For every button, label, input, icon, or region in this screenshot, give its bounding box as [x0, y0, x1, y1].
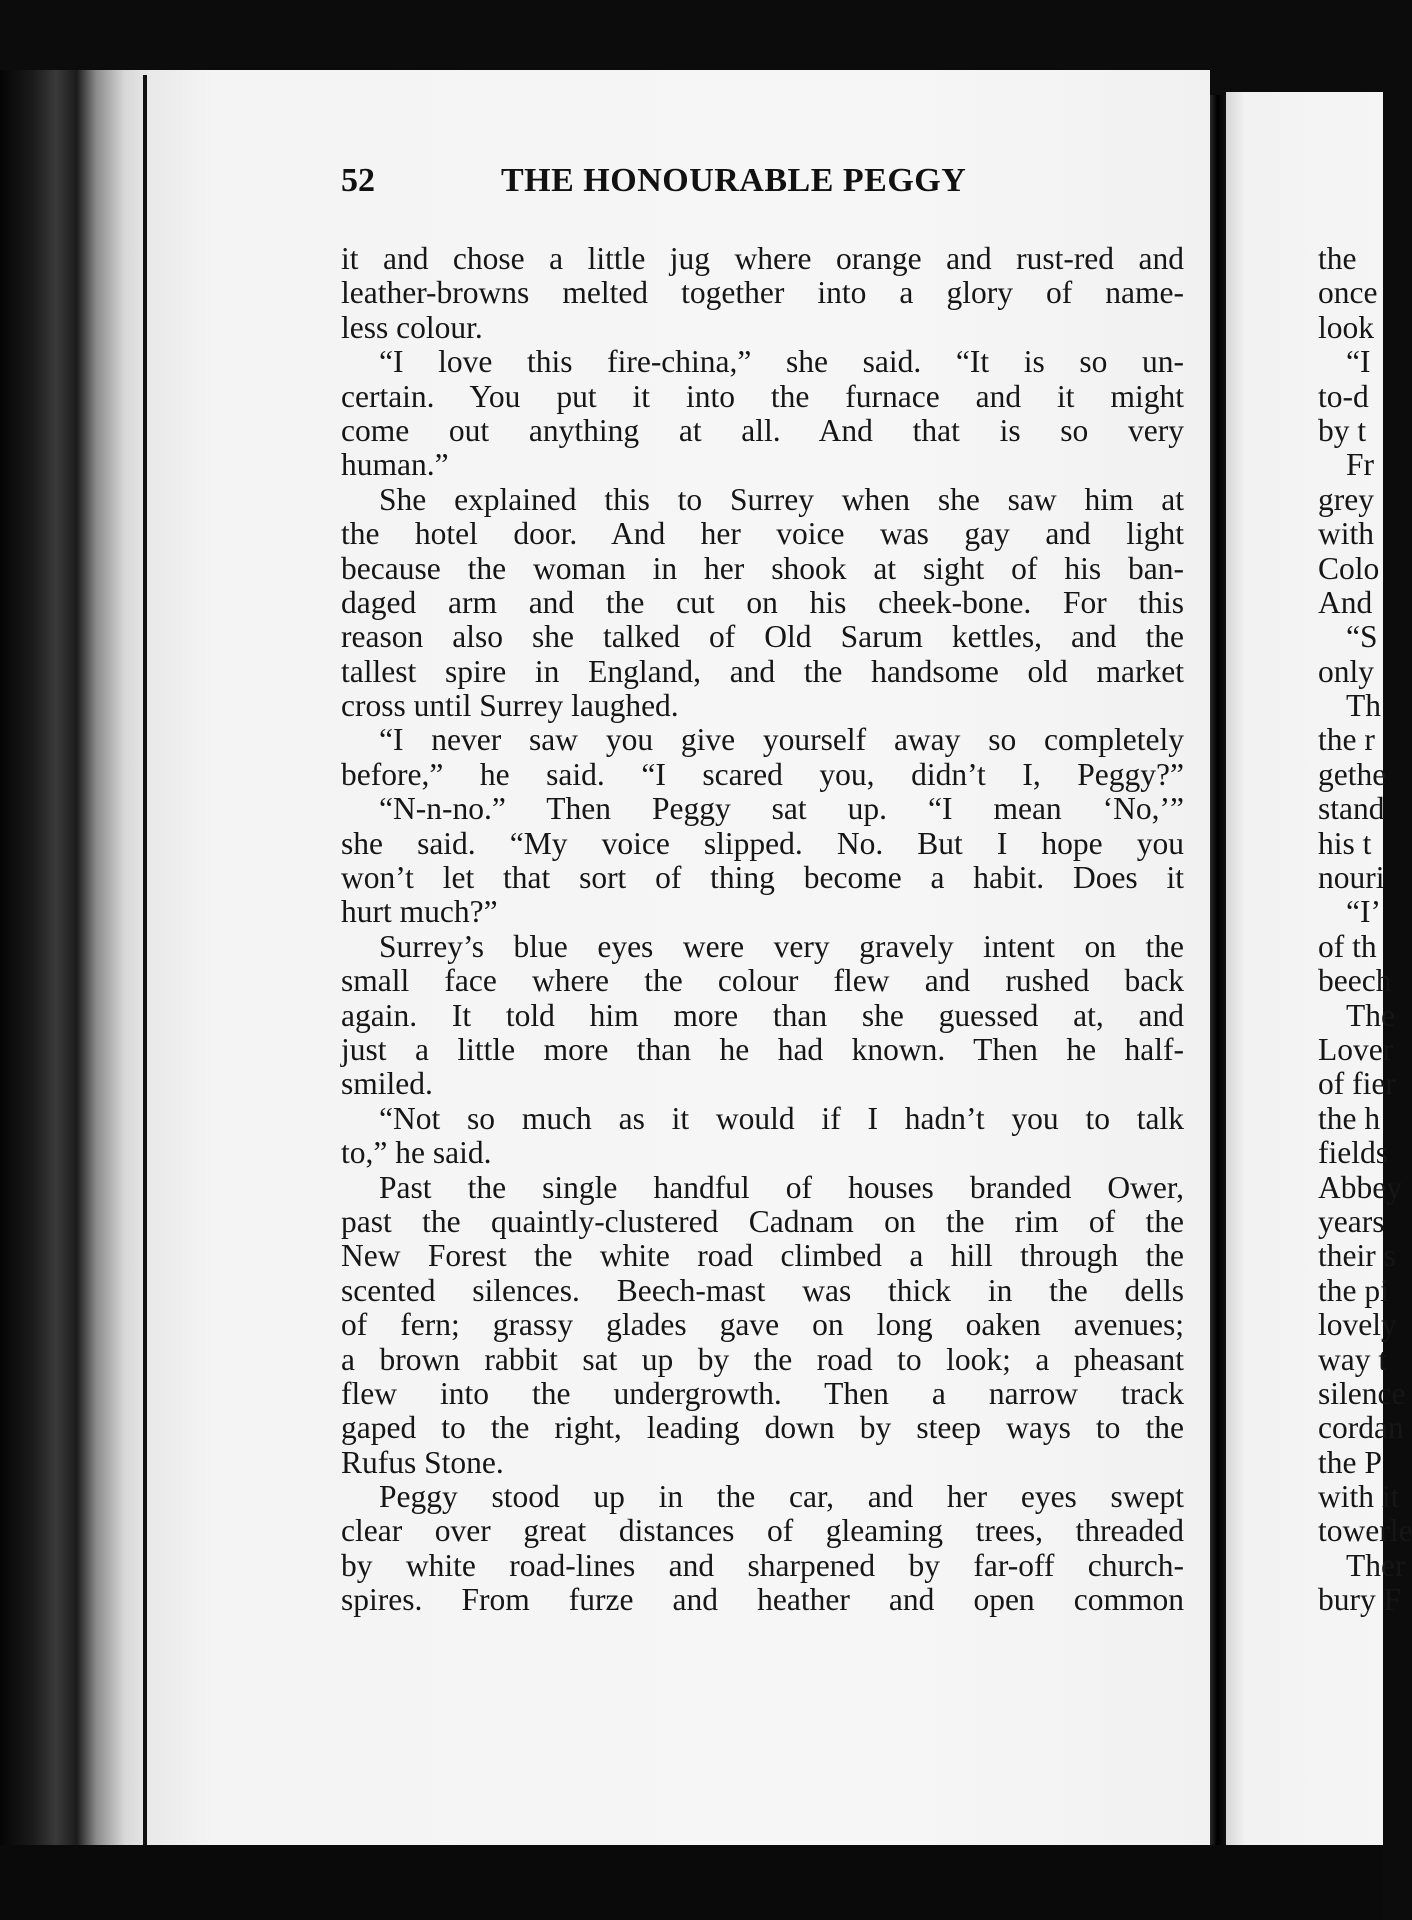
facing-text-line: way t — [1318, 1341, 1388, 1377]
text-line: because the woman in her shook at sight of his ban- — [341, 550, 1184, 586]
book-edge-shadow — [0, 70, 160, 1860]
facing-text-line: towerle — [1318, 1513, 1412, 1549]
text-line: just a little more than he had known. Then he half- — [341, 1031, 1184, 1067]
text-line: Peggy stood up in the car, and her eyes swept — [379, 1479, 1184, 1515]
facing-text-line: of th — [1318, 928, 1377, 964]
text-line: Rufus Stone. — [341, 1444, 504, 1480]
text-line: past the quaintly-clustered Cadnam on the rim of the — [341, 1203, 1184, 1239]
facing-text-line: the r — [1318, 722, 1375, 758]
text-line: “I never saw you give yourself away so completely — [379, 722, 1184, 758]
text-line: human.” — [341, 447, 449, 483]
facing-text-line: “S — [1346, 619, 1378, 655]
text-line: less colour. — [341, 309, 483, 345]
text-line: daged arm and the cut on his cheek-bone. For this — [341, 584, 1184, 620]
text-line: before,” he said. “I scared you, didn’t I, Peggy?” — [341, 756, 1184, 792]
text-line: hurt much?” — [341, 894, 498, 930]
text-line: again. It told him more than she guessed at, and — [341, 997, 1184, 1033]
facing-text-line: fields — [1318, 1135, 1388, 1171]
facing-text-line: by t — [1318, 412, 1367, 448]
facing-text-line: The — [1346, 997, 1395, 1033]
text-line: spires. From furze and heather and open common — [341, 1582, 1184, 1618]
body-text — [341, 242, 1184, 1618]
scan-bottom-border — [0, 1845, 1383, 1920]
facing-text-line: Fr — [1346, 447, 1375, 483]
facing-text-line: once — [1318, 275, 1378, 311]
facing-text-line: And — [1318, 584, 1373, 620]
facing-text-line: “I — [1346, 344, 1371, 380]
text-line: the hotel door. And her voice was gay and light — [341, 516, 1184, 552]
text-line: Surrey’s blue eyes were very gravely intent on the — [379, 928, 1184, 964]
facing-text-line: nouri — [1318, 860, 1385, 896]
text-line: it and chose a little jug where orange and rust-red and — [341, 241, 1184, 276]
text-line: she said. “My voice slipped. No. But I hope you — [341, 825, 1184, 861]
text-line: by white road-lines and sharpened by far-off church- — [341, 1547, 1184, 1583]
facing-text-line: the P — [1318, 1444, 1382, 1480]
facing-text-line: bury F — [1318, 1582, 1402, 1618]
text-line: small face where the colour flew and rushed back — [341, 963, 1184, 999]
facing-text-line: Lover — [1318, 1031, 1394, 1067]
text-line: a brown rabbit sat up by the road to look; a pheasant — [341, 1341, 1184, 1377]
facing-text-line: Abbey — [1318, 1169, 1402, 1205]
facing-text-line: beech — [1318, 963, 1392, 999]
text-line: “N-n-no.” Then Peggy sat up. “I mean ‘No,’” — [379, 791, 1184, 827]
facing-text-line: look — [1318, 309, 1375, 345]
facing-text-line: to-d — [1318, 378, 1369, 414]
book-spine — [1210, 95, 1226, 1855]
text-line: She explained this to Surrey when she saw him at — [379, 481, 1184, 517]
text-line: clear over great distances of gleaming trees, threaded — [341, 1513, 1184, 1549]
facing-text-line: “I’ — [1346, 894, 1381, 930]
facing-text-line: Th — [1346, 688, 1381, 724]
facing-text-line: gethe — [1318, 756, 1387, 792]
text-line: smiled. — [341, 1066, 433, 1102]
facing-text-line: silence — [1318, 1375, 1406, 1411]
facing-text-line: Colo — [1318, 550, 1380, 586]
text-line: “Not so much as it would if I hadn’t you to talk — [379, 1100, 1184, 1136]
facing-text-line: stand — [1318, 791, 1385, 827]
facing-text-line: his t — [1318, 825, 1372, 861]
facing-text-line: with it — [1318, 1479, 1400, 1515]
gutter-line — [143, 75, 147, 1845]
text-line: cross until Surrey laughed. — [341, 688, 679, 724]
facing-text-line: the pi — [1318, 1272, 1389, 1308]
facing-text-line: years — [1318, 1203, 1385, 1239]
facing-page-text — [1318, 241, 1412, 1618]
facing-text-line: the — [1318, 241, 1357, 276]
text-line: certain. You put it into the furnace and it might — [341, 378, 1184, 414]
text-line: New Forest the white road climbed a hill through the — [341, 1238, 1184, 1274]
text-line: of fern; grassy glades gave on long oaken avenues; — [341, 1307, 1184, 1343]
text-line: come out anything at all. And that is so very — [341, 412, 1184, 448]
text-line: to,” he said. — [341, 1135, 492, 1171]
text-line: scented silences. Beech-mast was thick in the dells — [341, 1272, 1184, 1308]
text-line: tallest spire in England, and the handsome old market — [341, 653, 1184, 689]
facing-text-line: of fier — [1318, 1066, 1396, 1102]
page-header — [341, 162, 1181, 212]
facing-text-line: their s — [1318, 1238, 1396, 1274]
facing-text-line: Ther — [1346, 1547, 1406, 1583]
text-line: “I love this fire-china,” she said. “It is so un- — [379, 344, 1184, 380]
facing-text-line: cordan — [1318, 1410, 1404, 1446]
text-line: gaped to the right, leading down by steep ways to the — [341, 1410, 1184, 1446]
page-number: 52 — [341, 162, 375, 199]
facing-text-line: grey — [1318, 481, 1374, 517]
text-line: reason also she talked of Old Sarum kettles, and the — [341, 619, 1184, 655]
text-line: leather-browns melted together into a glory of name- — [341, 275, 1184, 311]
text-line: flew into the undergrowth. Then a narrow track — [341, 1375, 1184, 1411]
facing-text-line: the h — [1318, 1100, 1381, 1136]
text-line: Past the single handful of houses branded Ower, — [379, 1169, 1184, 1205]
text-line: won’t let that sort of thing become a habit. Does it — [341, 860, 1184, 896]
facing-text-line: only — [1318, 653, 1375, 689]
running-title: THE HONOURABLE PEGGY — [501, 162, 967, 199]
facing-text-line: with — [1318, 516, 1375, 552]
facing-text-line: lovely — [1318, 1307, 1397, 1343]
